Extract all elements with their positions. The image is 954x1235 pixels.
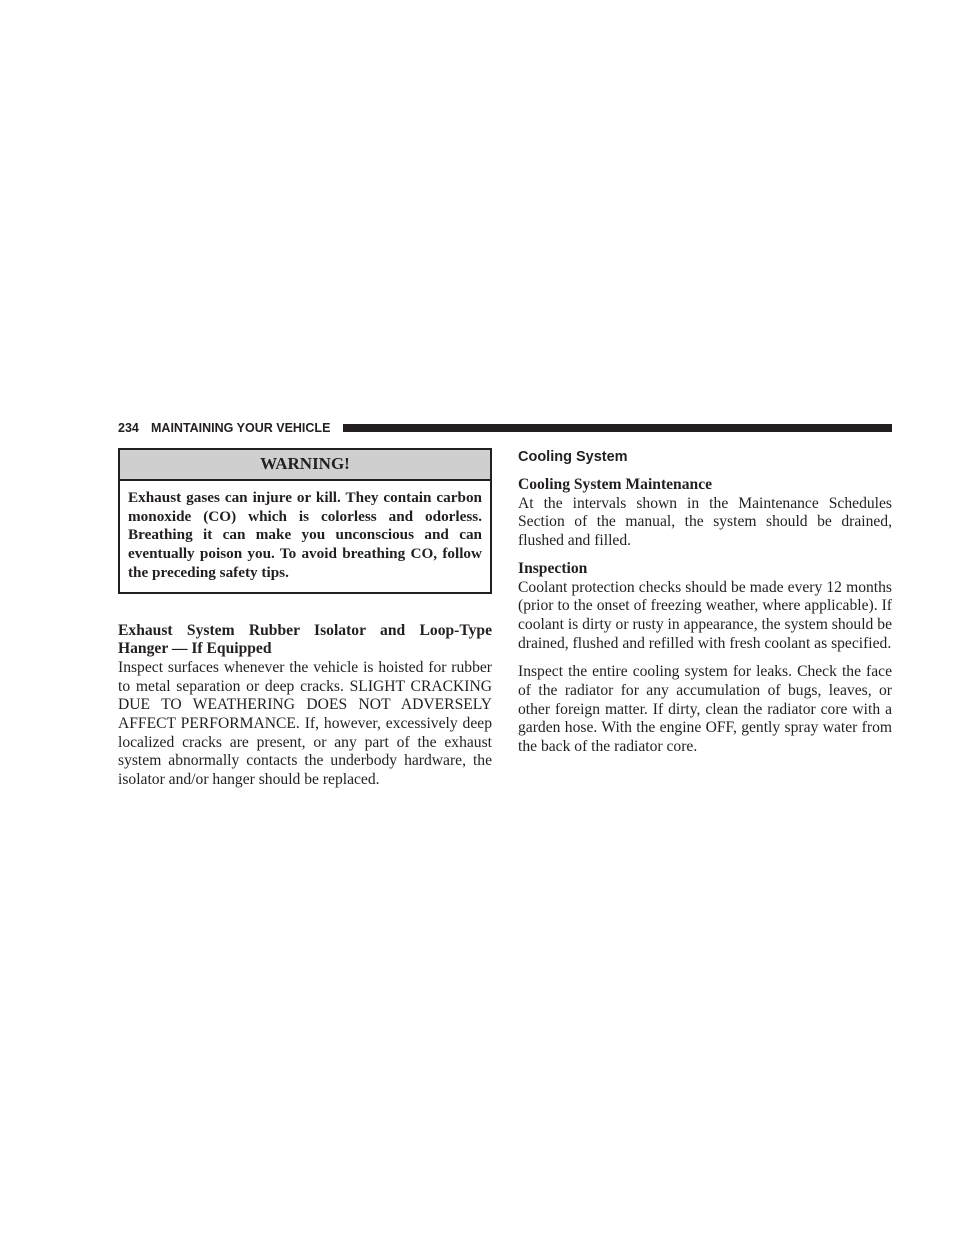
running-header (118, 420, 892, 436)
inspection-text-1: Coolant protection checks should be made every 12 months (prior to the onset of freezing weather, where applicable). If coolant is dirty or rusty in appearance, the system should be drained, flushed and refilled with fresh coolant as specified. (518, 578, 892, 652)
header-rule (343, 424, 892, 432)
inspection-heading: Inspection (518, 559, 588, 577)
page-number: 234 (118, 421, 139, 435)
exhaust-isolator-text: Inspect surfaces whenever the vehicle is hoisted for rubber to metal separation or deep cracks. SLIGHT CRACKING DUE TO WEATHERING DOES NOT ADVERSELY AFFECT PERFORMANCE. If, however, excessively deep localized cracks are present, or any part of the exhaust system abnormally contacts the underbody hardware, the isolator and/or hanger should be replaced. (118, 658, 492, 789)
cooling-system-heading: Cooling System (518, 449, 628, 465)
warning-box (118, 448, 492, 594)
right-column (518, 448, 892, 757)
maintenance-heading: Cooling System Maintenance (518, 476, 713, 493)
warning-title: WARNING! (120, 450, 490, 481)
section-title: MAINTAINING YOUR VEHICLE (151, 421, 331, 435)
warning-text: Exhaust gases can injure or kill. They contain carbon monoxide (CO) which is colorless and odorless. Breathing it can make you unconscious and can eventually poison you. To avoid breathing CO, follow the preceding safety tips. (128, 489, 482, 581)
left-column (118, 448, 492, 790)
maintenance-text: At the intervals shown in the Maintenance Schedules Section of the manual, the system should be drained, flushed and filled. (518, 494, 892, 550)
inspection-text-2: Inspect the entire cooling system for leaks. Check the face of the radiator for any accumulation of bugs, leaves, or other foreign matter. If dirty, clean the radiator core with a garden hose. With the engine OFF, gently spray water from the back of the radiator core. (518, 663, 892, 756)
exhaust-isolator-heading: Exhaust System Rubber Isolator and Loop-Type Hanger — If Equipped (118, 621, 492, 658)
